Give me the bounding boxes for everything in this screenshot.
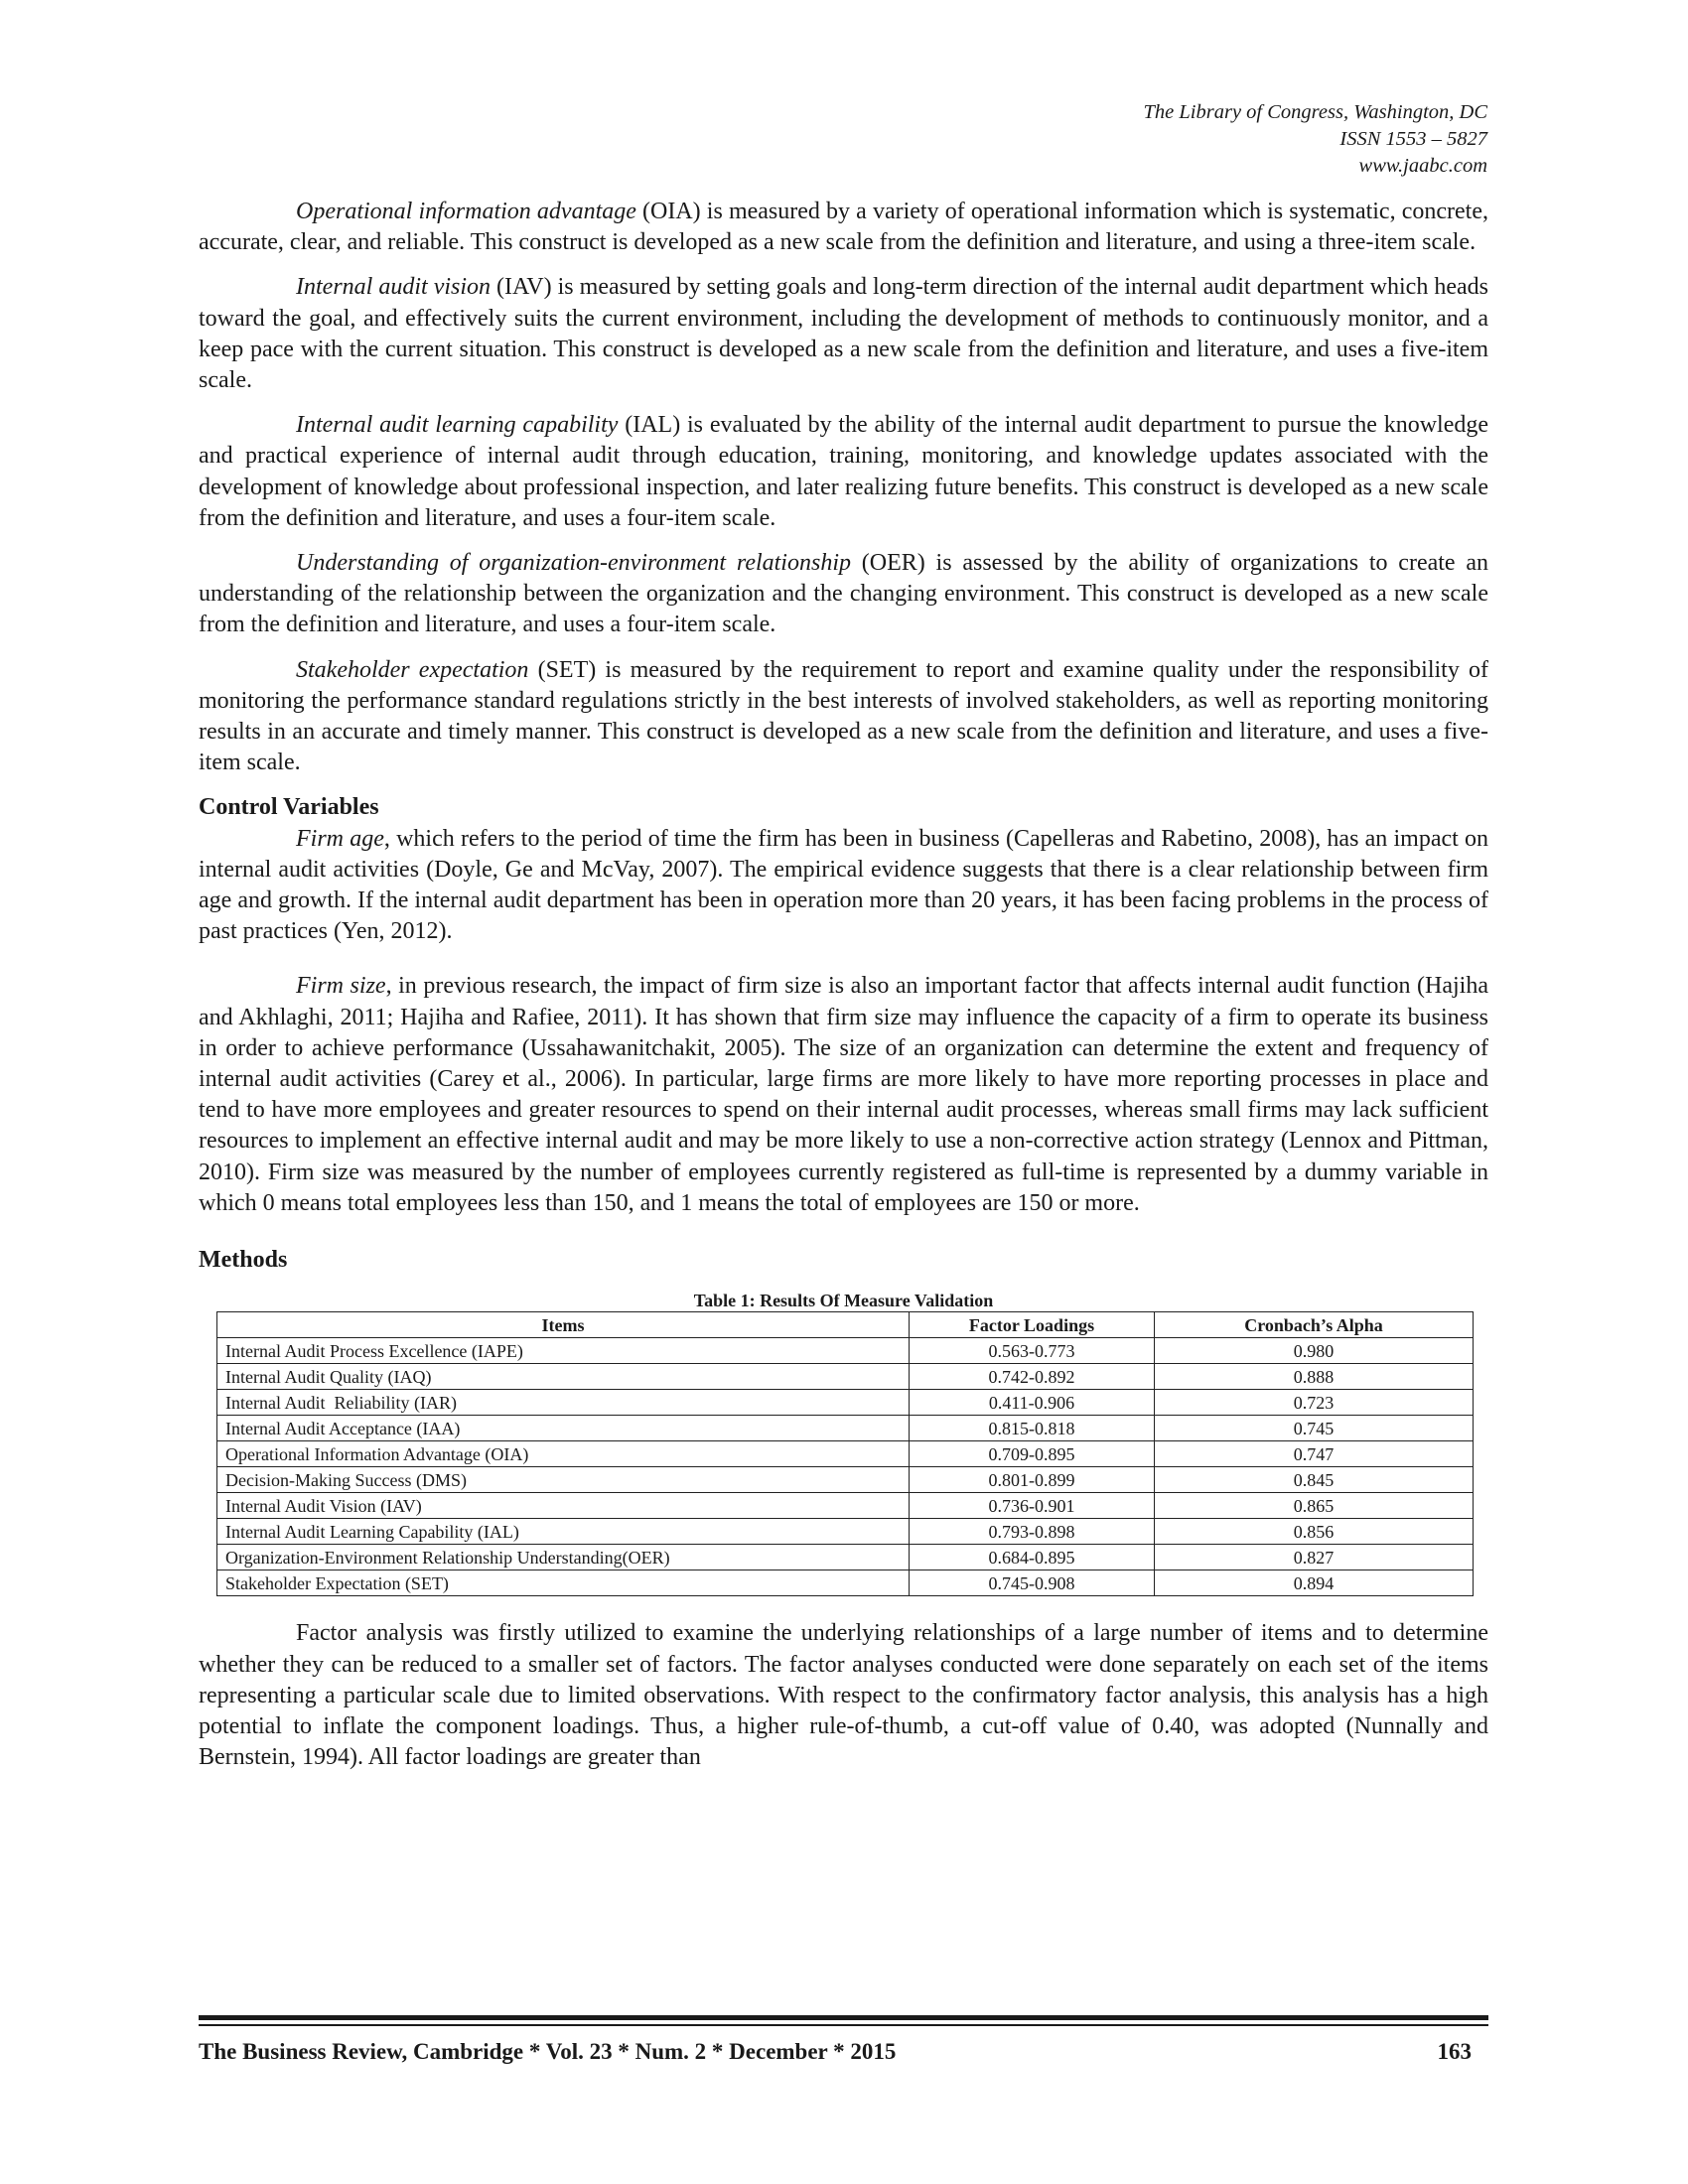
alpha-cell: 0.745	[1155, 1416, 1474, 1441]
loading-cell: 0.801-0.899	[910, 1467, 1155, 1493]
header-website: www.jaabc.com	[1358, 155, 1487, 177]
table-header-row	[217, 1312, 1474, 1338]
term-iav: Internal audit vision	[296, 274, 492, 301]
item-cell: Internal Audit Vision (IAV)	[217, 1493, 910, 1519]
term-oer: Understanding of organization-environment relationship	[296, 550, 851, 577]
item-cell: Internal Audit Quality (IAQ)	[217, 1364, 910, 1390]
table-row	[217, 1545, 1474, 1570]
item-cell: Operational Information Advantage (OIA)	[217, 1441, 910, 1467]
paragraph-ial: Internal audit learning capability (IAL) is evaluated by the ability of the internal audit department to pursue the knowledge and practical experience of internal audit through education, training, monitoring, and knowledge updates associated with the development of knowledge about professional inspection, and later realizing future benefits. This construct is developed as a new scale from the definition and literature, and uses a four-item scale.	[199, 412, 1488, 531]
table-row	[217, 1364, 1474, 1390]
footer-rule-thin	[199, 2024, 1488, 2026]
item-cell: Internal Audit Acceptance (IAA)	[217, 1416, 910, 1441]
term-firm-size: Firm size	[296, 973, 386, 1000]
heading-methods: Methods	[199, 1247, 288, 1274]
table-caption: Table 1: Results Of Measure Validation	[693, 1291, 994, 1311]
loading-cell: 0.815-0.818	[910, 1416, 1155, 1441]
header-factor-loadings: Factor Loadings	[910, 1312, 1155, 1338]
loading-cell: 0.745-0.908	[910, 1570, 1155, 1596]
header-library: The Library of Congress, Washington, DC	[1143, 101, 1487, 123]
footer-rule-thick	[199, 2015, 1488, 2020]
alpha-cell: 0.827	[1155, 1545, 1474, 1570]
paragraph-iav: Internal audit vision (IAV) is measured by setting goals and long-term direction of the internal audit department which heads toward the goal, and effectively suits the current environment, including the development of methods to continuously monitor, and a keep pace with the current situation. This construct is developed as a new scale from the definition and literature, and uses a five-item scale.	[199, 274, 1488, 394]
alpha-cell: 0.856	[1155, 1519, 1474, 1545]
item-cell: Internal Audit Process Excellence (IAPE)	[217, 1338, 910, 1364]
table-row	[217, 1441, 1474, 1467]
header-issn: ISSN 1553 – 5827	[1339, 128, 1487, 150]
paragraph-set: Stakeholder expectation (SET) is measured by the requirement to report and examine quality under the responsibility of monitoring the performance standard regulations strictly in the best interests of involved stakeholders, as well as reporting monitoring results in an accurate and timely manner. This construct is developed as a new scale from the definition and literature, and uses a five-item scale.	[199, 656, 1489, 776]
table-row	[217, 1570, 1474, 1596]
item-cell: Internal Audit Reliability (IAR)	[217, 1390, 910, 1416]
alpha-cell: 0.980	[1155, 1338, 1474, 1364]
loading-cell: 0.563-0.773	[910, 1338, 1155, 1364]
term-firm-age: Firm age	[296, 825, 384, 852]
item-cell: Organization-Environment Relationship Understanding(OER)	[217, 1545, 910, 1570]
header-items: Items	[217, 1312, 910, 1338]
loading-cell: 0.411-0.906	[910, 1390, 1155, 1416]
table-row	[217, 1519, 1474, 1545]
page-number: 163	[1437, 2039, 1472, 2064]
loading-cell: 0.684-0.895	[910, 1545, 1155, 1570]
item-cell: Internal Audit Learning Capability (IAL)	[217, 1519, 910, 1545]
loading-cell: 0.709-0.895	[910, 1441, 1155, 1467]
paragraph-firm-size: Firm size, in previous research, the impact of firm size is also an important factor that affects internal audit function (Hajiha and Akhlaghi, 2011; Hajiha and Rafiee, 2011). It has shown that firm size may influence the capacity of a firm to operate its business in order to achieve performance (Ussahawanitchakit, 2005). The size of an organization can determine the extent and frequency of internal audit activities (Carey et al., 2006). In particular, large firms are more likely to have more reporting processes in place and tend to have more employees and greater resources to spend on their internal audit processes, whereas small firms may lack sufficient resources to implement an effective internal audit and may be more likely to use a non-corrective action strategy (Lennox and Pittman, 2010). Firm size was measured by the number of employees currently registered as full-time is represented by a dummy variable in which 0 means total employees less than 150, and 1 means the total of employees are 150 or more.	[199, 973, 1489, 1216]
alpha-cell: 0.888	[1155, 1364, 1474, 1390]
loading-cell: 0.793-0.898	[910, 1519, 1155, 1545]
paragraph-firm-age: Firm age, which refers to the period of time the firm has been in business (Capelleras and Rabetino, 2008), has an impact on internal audit activities (Doyle, Ge and McVay, 2007). The empirical evidence suggests that there is a clear relationship between firm age and growth. If the internal audit department has been in operation more than 20 years, it has been facing problems in the process of past practices (Yen, 2012).	[199, 825, 1488, 945]
page-footer	[199, 2039, 1472, 2065]
term-ial: Internal audit learning capability	[296, 412, 619, 439]
paragraph-oer: Understanding of organization-environment relationship (OER) is assessed by the ability of organizations to create an understanding of the relationship between the organization and the changing environment. This construct is developed as a new scale from the definition and literature, and uses a four-item scale.	[199, 550, 1489, 638]
loading-cell: 0.736-0.901	[910, 1493, 1155, 1519]
measure-validation-table	[216, 1311, 1474, 1596]
alpha-cell: 0.894	[1155, 1570, 1474, 1596]
paragraph-factor-analysis: Factor analysis was firstly utilized to examine the underlying relationships of a large number of items and to determine whether they can be reduced to a smaller set of factors. The factor analyses conducted were done separately on each set of the items representing a particular scale due to limited observations. With respect to the confirmatory factor analysis, this analysis has a high potential to inflate the component loadings. Thus, a higher rule-of-thumb, a cut-off value of 0.40, was adopted (Nunnally and Bernstein, 1994). All factor loadings are greater than	[199, 1620, 1488, 1771]
item-cell: Decision-Making Success (DMS)	[217, 1467, 910, 1493]
alpha-cell: 0.723	[1155, 1390, 1474, 1416]
item-cell: Stakeholder Expectation (SET)	[217, 1570, 910, 1596]
table-row	[217, 1390, 1474, 1416]
loading-cell: 0.742-0.892	[910, 1364, 1155, 1390]
alpha-cell: 0.747	[1155, 1441, 1474, 1467]
term-oia: Operational information advantage	[296, 199, 636, 224]
table-row	[217, 1416, 1474, 1441]
running-header	[1144, 99, 1487, 180]
page-body	[199, 197, 1488, 1787]
term-set: Stakeholder expectation	[296, 656, 529, 683]
header-cronbach-alpha: Cronbach’s Alpha	[1155, 1312, 1474, 1338]
heading-control-variables: Control Variables	[199, 794, 379, 821]
footer-journal: The Business Review, Cambridge * Vol. 23 * Num. 2 * December * 2015	[199, 2039, 897, 2064]
alpha-cell: 0.845	[1155, 1467, 1474, 1493]
paragraph-oia: Operational information advantage (OIA) is measured by a variety of operational information which is systematic, concrete, accurate, clear, and reliable. This construct is developed as a new scale from the definition and literature, and using a three-item scale.	[199, 199, 1488, 256]
table-row	[217, 1338, 1474, 1364]
table-row	[217, 1493, 1474, 1519]
alpha-cell: 0.865	[1155, 1493, 1474, 1519]
table-row	[217, 1467, 1474, 1493]
